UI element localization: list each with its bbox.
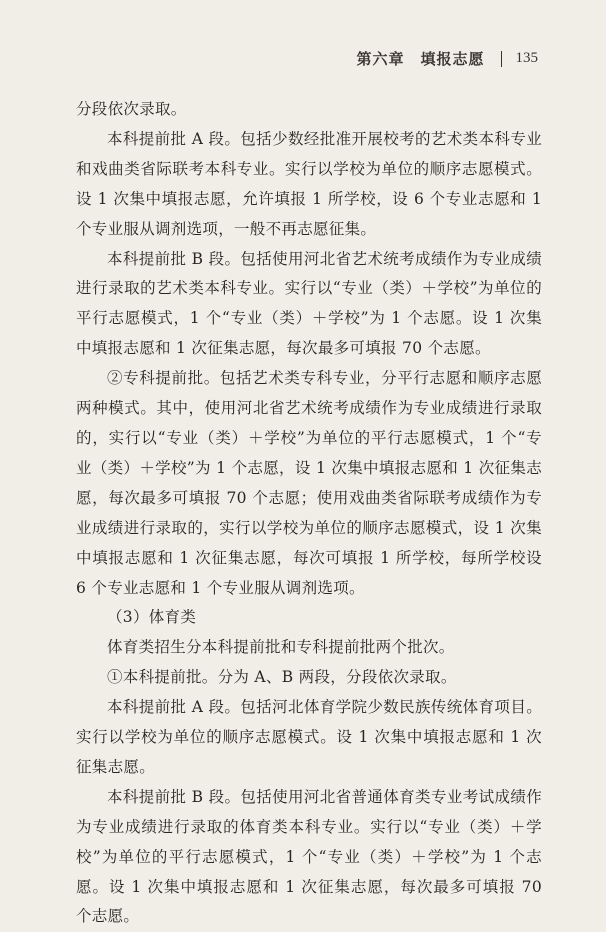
- section-heading-sports: （3）体育类: [107, 608, 197, 627]
- chapter-title: 第六章 填报志愿: [356, 50, 485, 68]
- running-header: [356, 48, 538, 69]
- paragraph-undergrad-a: 本科提前批 A 段。包括少数经批准开展校考的艺术类本科专业和戏曲类省际联考本科专业。实行以学校为单位的顺序志愿模式。设 1 次集中填报志愿，允许填报 1 所学校，设 6 个专业志愿和 1 个专业服从调剂选项，一般不再志愿征集。: [76, 129, 542, 238]
- paragraph-sports-batches: 体育类招生分本科提前批和专科提前批两个批次。: [107, 638, 455, 657]
- paragraph-continuation: 分段依次录取。: [76, 100, 187, 118]
- header-divider: [501, 51, 502, 67]
- paragraph-sports-undergrad: ①本科提前批。分为 A、B 两段，分段依次录取。: [107, 668, 457, 687]
- page-number: 135: [515, 50, 538, 66]
- paragraph-sports-a: 本科提前批 A 段。包括河北体育学院少数民族传统体育项目。实行以学校为单位的顺序志愿模式。设 1 次集中填报志愿和 1 次征集志愿。: [76, 698, 542, 776]
- paragraph-sports-b: 本科提前批 B 段。包括使用河北省普通体育类专业考试成绩作为专业成绩进行录取的体育类本科专业。实行以“专业（类）＋学校”为单位的平行志愿模式，1 个“专业（类）＋学校”为 1 个志愿。设 1 次集中填报志愿和 1 次征集志愿，每次最多可填报 70 个志愿。: [76, 787, 542, 926]
- body-text: [76, 95, 542, 932]
- paragraph-undergrad-b: 本科提前批 B 段。包括使用河北省艺术统考成绩作为专业成绩进行录取的艺术类本科专业。实行以“专业（类）＋学校”为单位的平行志愿模式，1 个“专业（类）＋学校”为 1 个志愿。设 1 次集中填报志愿和 1 次征集志愿，每次最多可填报 70 个志愿。: [76, 249, 542, 358]
- paragraph-junior-college: ②专科提前批。包括艺术类专科专业，分平行志愿和顺序志愿两种模式。其中，使用河北省艺术统考成绩作为专业成绩进行录取的，实行以“专业（类）＋学校”为单位的平行志愿模式，1 个“专业（类）＋学校”为 1 个志愿，设 1 次集中填报志愿和 1 次征集志愿，每次最多可填报 70 个志愿；使用戏曲类省际联考成绩作为专业成绩进行录取的，实行以学校为单位的顺序志愿模式，设 1 次集中填报志愿和 1 次征集志愿，每次可填报 1 所学校，每所学校设 6 个专业志愿和 1 个专业服从调剂选项。: [76, 369, 542, 597]
